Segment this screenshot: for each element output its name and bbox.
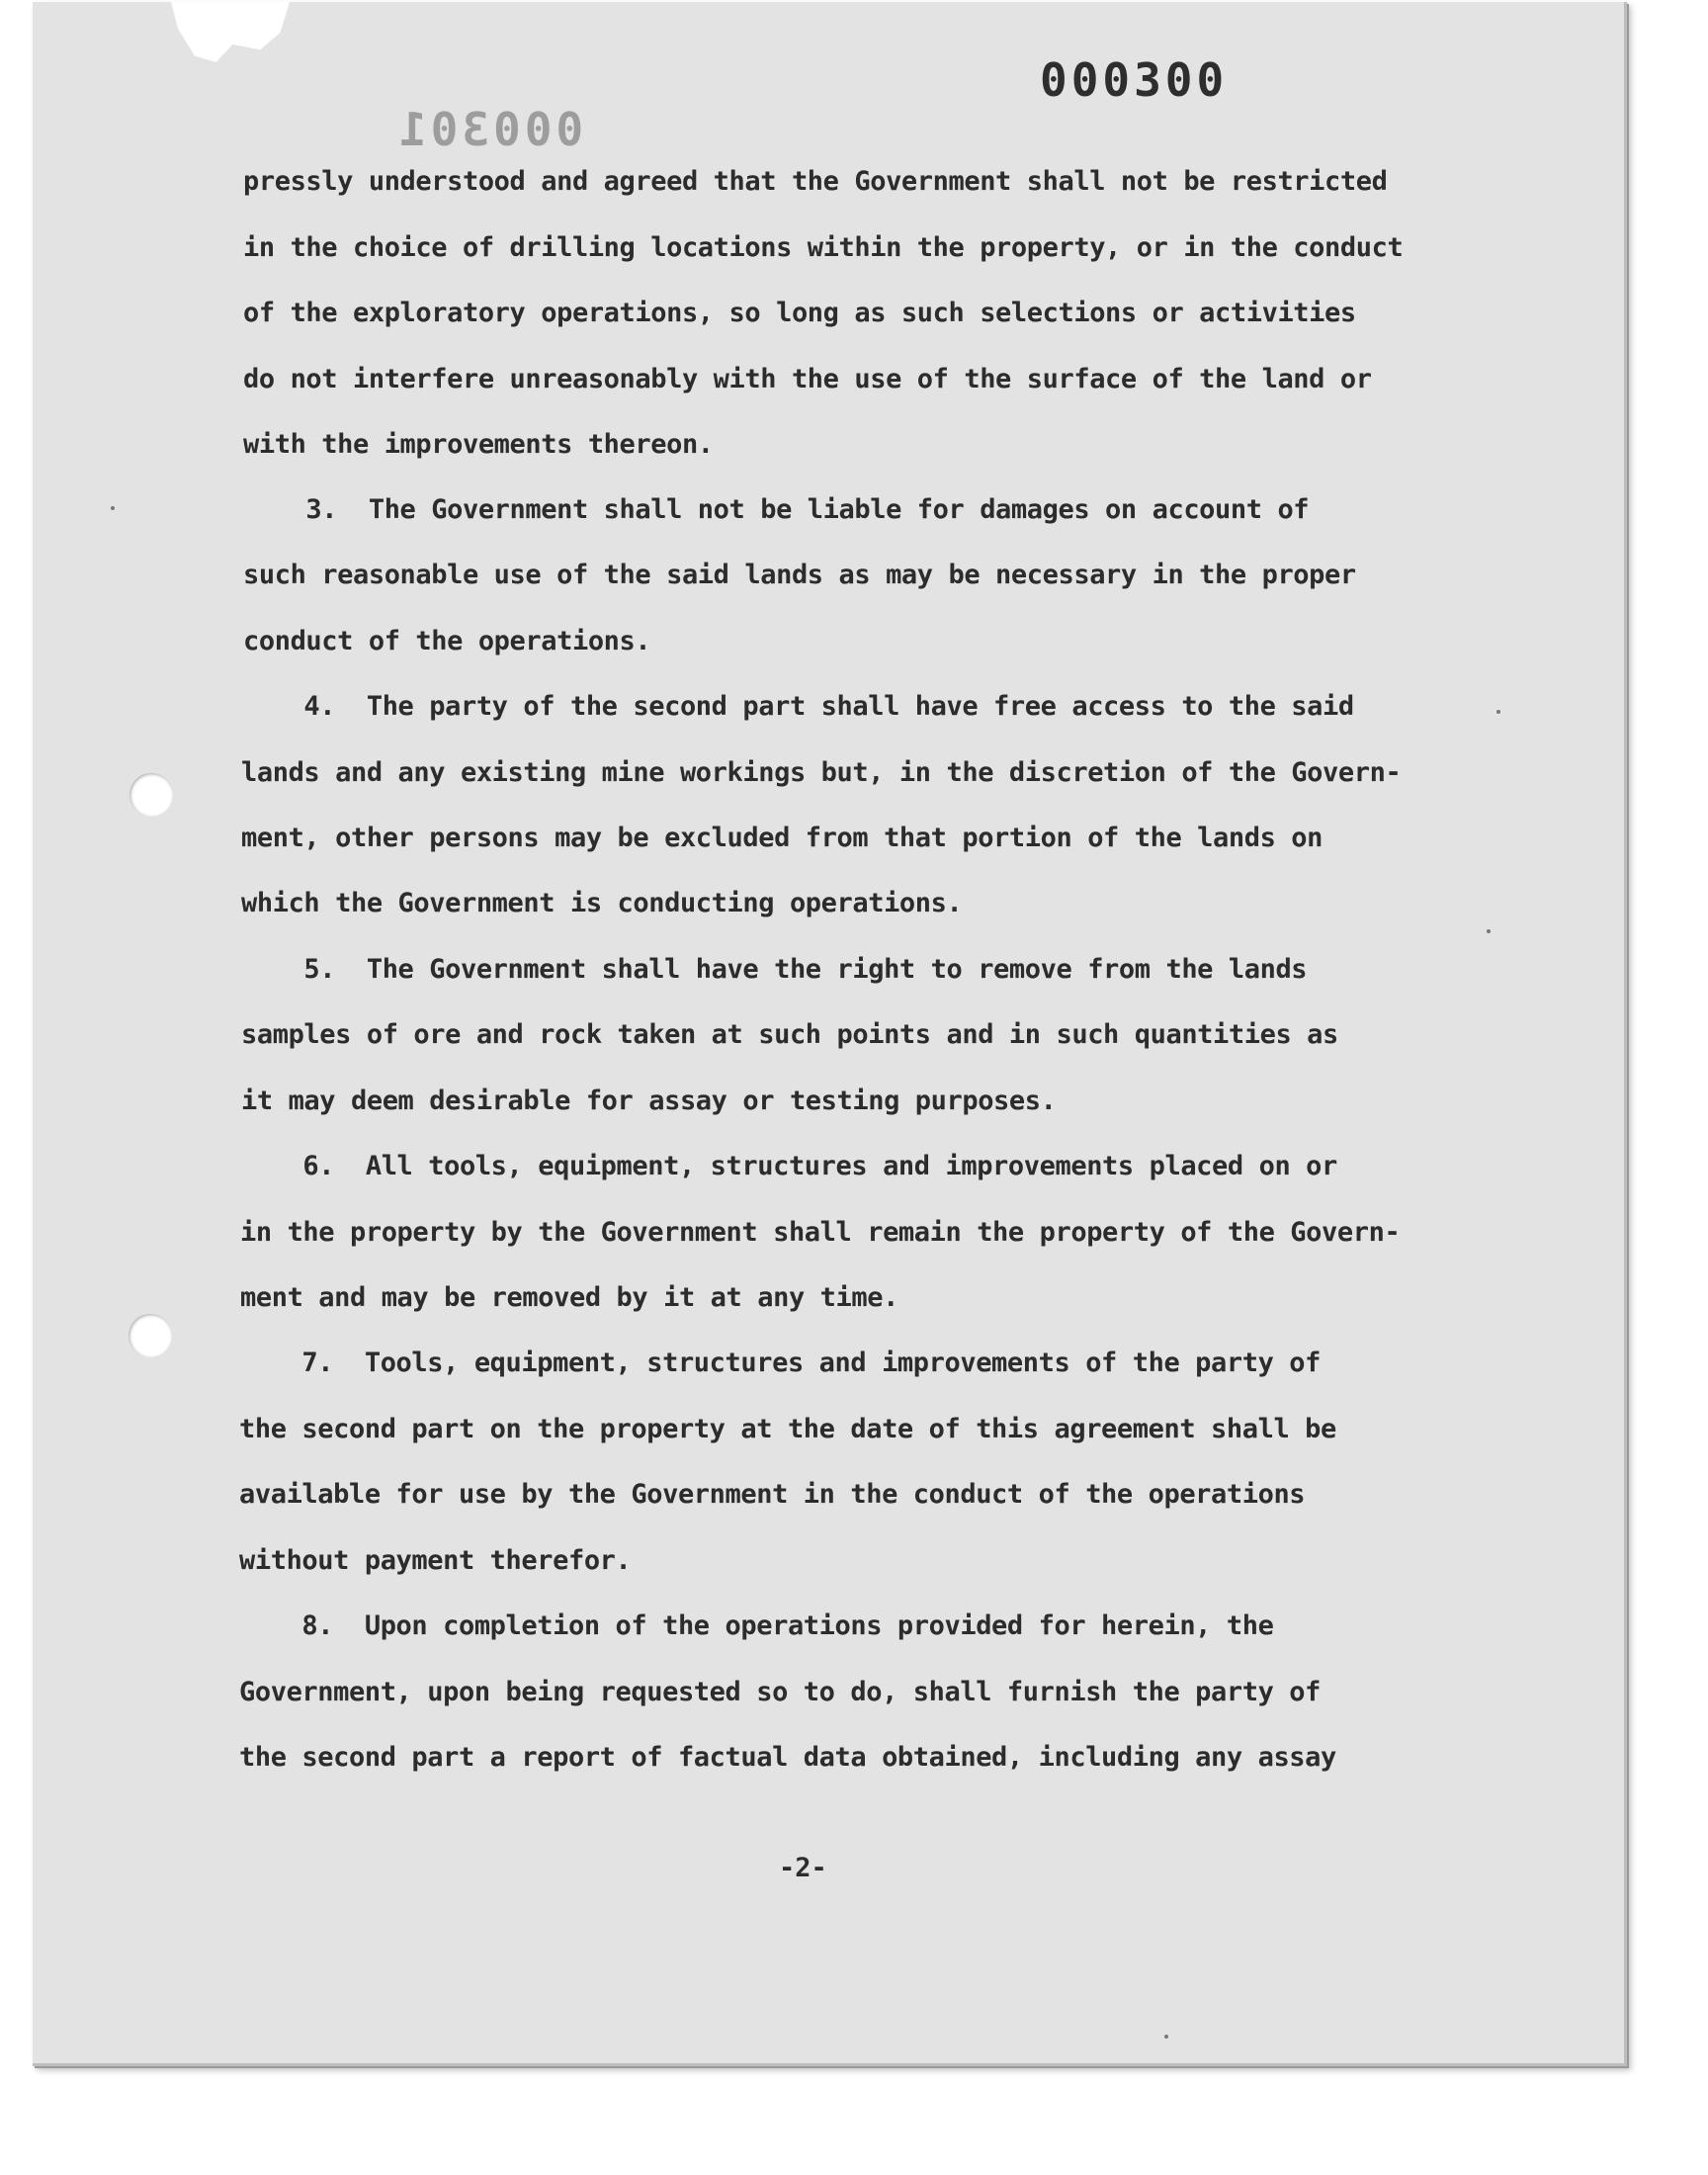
punch-hole xyxy=(129,773,173,817)
text-line: available for use by the Government in the conduct of the operations xyxy=(239,1479,1306,1510)
text-line: of the exploratory operations, so long as such selections or activities xyxy=(243,298,1356,328)
text-line: do not interfere unreasonably with the use of the surface of the land or xyxy=(243,364,1372,394)
paragraph-6-line: 6. All tools, equipment, structures and improvements placed on or xyxy=(240,1151,1337,1181)
text-line: ment and may be removed by it at any time. xyxy=(240,1282,898,1313)
text-line: pressly understood and agreed that the Government shall not be restricted xyxy=(243,166,1388,197)
scan-speck xyxy=(111,506,115,510)
page-number: -2- xyxy=(779,1853,827,1883)
paragraph-5-line: 5. The Government shall have the right to remove from the lands xyxy=(241,954,1308,985)
text-line: ment, other persons may be excluded from that portion of the lands on xyxy=(241,823,1324,853)
scan-speck xyxy=(1487,929,1491,933)
scan-speck xyxy=(1164,2035,1168,2039)
scan-speck xyxy=(1496,710,1500,714)
text-line: in the property by the Government shall remain the property of the Govern- xyxy=(240,1217,1401,1248)
paragraph-8-line: 8. Upon completion of the operations provided for herein, the xyxy=(239,1610,1274,1641)
text-line: without payment therefor. xyxy=(239,1545,632,1576)
paragraph-4-line: 4. The party of the second part shall have free access to the said xyxy=(241,691,1354,722)
document-number-stamp: 000300 xyxy=(1040,53,1229,107)
paragraph-7-line: 7. Tools, equipment, structures and improvements of the party of xyxy=(239,1348,1322,1378)
paragraph-3-line: 3. The Government shall not be liable for damages on account of xyxy=(243,494,1310,525)
bleed-through-number-stamp: 000301 xyxy=(395,103,584,156)
torn-corner xyxy=(171,2,290,79)
text-line: samples of ore and rock taken at such points and in such quantities as xyxy=(241,1019,1338,1050)
text-line: such reasonable use of the said lands as may be necessary in the proper xyxy=(243,560,1356,590)
text-line: lands and any existing mine workings but, in the discretion of the Govern- xyxy=(241,757,1402,788)
text-line: it may deem desirable for assay or testing purposes. xyxy=(241,1086,1057,1116)
text-line: with the improvements thereon. xyxy=(243,429,714,460)
text-line: conduct of the operations. xyxy=(243,626,651,656)
text-line: Government, upon being requested so to do, shall furnish the party of xyxy=(239,1677,1322,1707)
punch-hole xyxy=(128,1314,172,1357)
text-line: the second part on the property at the date of this agreement shall be xyxy=(239,1414,1336,1444)
text-line: which the Government is conducting operations. xyxy=(241,888,963,918)
text-line: in the choice of drilling locations within the property, or in the conduct xyxy=(243,232,1404,263)
text-line: the second part a report of factual data obtained, including any assay xyxy=(239,1742,1336,1773)
